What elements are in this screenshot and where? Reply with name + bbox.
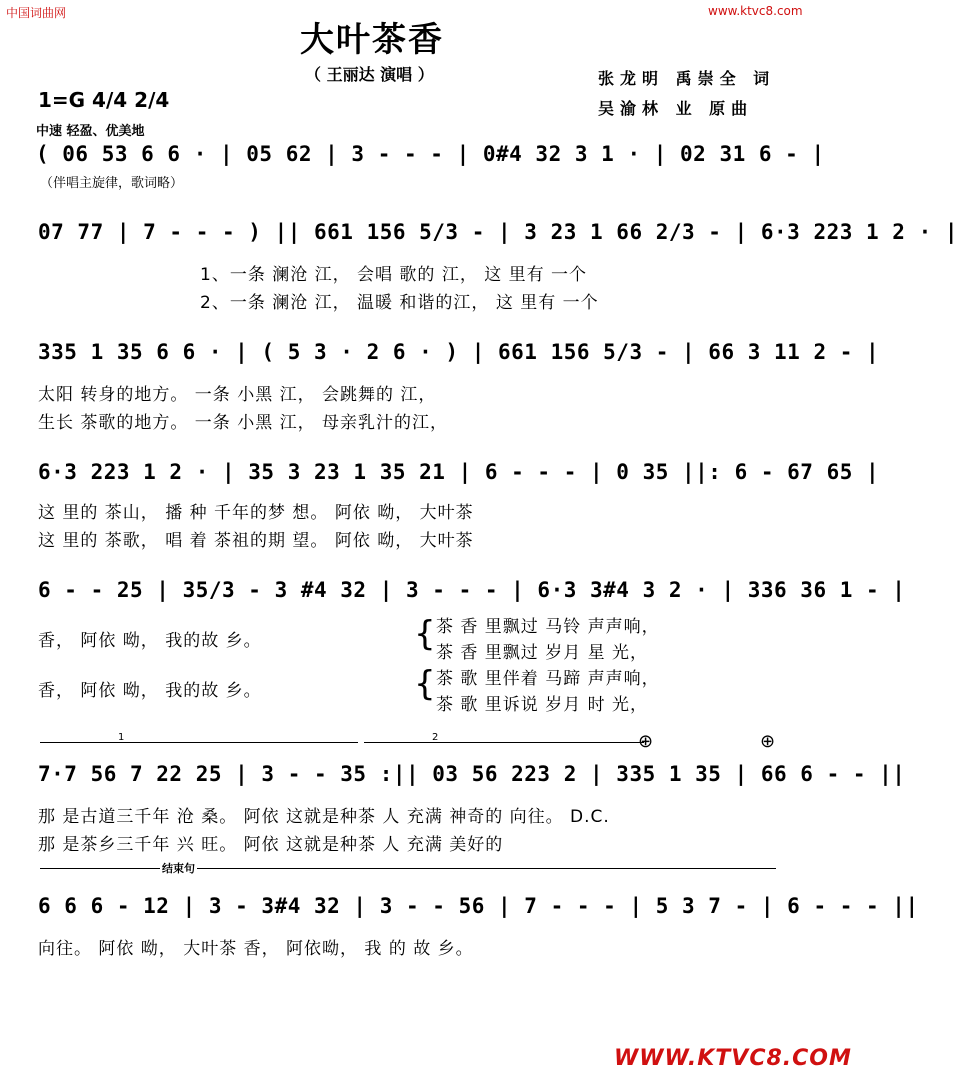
score-row-2: 07 77 | 7 - - - ) || 661 156 5/3 - | 3 23 1 66 2/3 - | 6·3 223 1 2 · | xyxy=(38,220,958,244)
singer-credit: （ 王丽达 演唱 ） xyxy=(305,65,434,84)
coda-icon: ⊕ xyxy=(638,731,654,752)
score-row-3: 335 1 35 6 6 · | ( 5 3 · 2 6 · ) | 661 156 5/3 - | 66 3 11 2 - | xyxy=(38,340,880,364)
ending-label: 结束句 xyxy=(162,862,195,875)
brace-left-1: { xyxy=(414,614,436,654)
lyric-row-4-verse-1: 这 里的 茶山， 播 种 千年的梦 想。 阿依 呦， 大叶茶 xyxy=(38,503,474,523)
lyricist-credit: 张龙明 禹崇全 词 xyxy=(598,69,776,88)
lyric-row-5-verse-2: 香， 阿依 呦， 我的故 乡。 xyxy=(38,681,262,701)
brace-lyric-4: 茶 歌 里诉说 岁月 时 光， xyxy=(436,695,649,715)
key-signature: 1=G 4/4 2/4 xyxy=(38,88,170,112)
lyric-row-2-verse-1: 1、一条 澜沧 江， 会唱 歌的 江， 这 里有 一个 xyxy=(200,265,588,285)
composer-credit: 吴渝林 业 原曲 xyxy=(598,99,754,118)
ending-bracket xyxy=(40,868,776,869)
volta-2-label: 2 xyxy=(432,732,439,743)
score-row-1: ( 06 53 6 6 · | 05 62 | 3 - - - | 0#4 32 3 1 · | 02 31 6 - | xyxy=(36,142,825,166)
brace-left-2: { xyxy=(414,664,436,704)
score-row-7: 6 6 6 - 12 | 3 - 3#4 32 | 3 - - 56 | 7 - - - | 5 3 7 - | 6 - - - || xyxy=(38,894,919,918)
score-row-4: 6·3 223 1 2 · | 35 3 23 1 35 21 | 6 - - - | 0 35 ||: 6 - 67 65 | xyxy=(38,460,880,484)
brace-lyric-3: 茶 歌 里伴着 马蹄 声声响， xyxy=(436,669,660,689)
site-watermark-right: www.ktvc8.com xyxy=(708,4,803,18)
lyric-row-6-verse-2: 那 是茶乡三千年 兴 旺。 阿依 这就是种茶 人 充满 美好的 xyxy=(38,835,504,855)
lyric-row-3-verse-2: 生长 茶歌的地方。 一条 小黑 江， 母亲乳汁的江， xyxy=(38,413,449,433)
score-row-6: 7·7 56 7 22 25 | 3 - - 35 :|| 03 56 223 2 | 335 1 35 | 66 6 - - || xyxy=(38,762,906,786)
brace-lyric-2: 茶 香 里飘过 岁月 星 光， xyxy=(436,643,649,663)
volta-1-bracket xyxy=(40,742,358,743)
lyric-row-3-verse-1: 太阳 转身的地方。 一条 小黑 江， 会跳舞的 江， xyxy=(38,385,437,405)
song-title: 大叶茶香 xyxy=(300,20,444,60)
intro-note: （伴唱主旋律，歌词略） xyxy=(40,176,184,191)
lyric-row-2-verse-2: 2、一条 澜沧 江， 温暖 和谐的江， 这 里有 一个 xyxy=(200,293,599,313)
volta-1-label: 1 xyxy=(118,732,125,743)
site-logo-bottom: WWW.KTVC8.COM xyxy=(614,1046,852,1071)
lyric-row-5-verse-1: 香， 阿依 呦， 我的故 乡。 xyxy=(38,631,262,651)
volta-2-bracket xyxy=(364,742,644,743)
site-watermark-left: 中国词曲网 xyxy=(6,6,67,20)
tempo-marking: 中速 轻盈、优美地 xyxy=(36,124,145,139)
lyric-row-4-verse-2: 这 里的 茶歌， 唱 着 茶祖的期 望。 阿依 呦， 大叶茶 xyxy=(38,531,474,551)
brace-lyric-1: 茶 香 里飘过 马铃 声声响， xyxy=(436,617,660,637)
lyric-row-6-verse-1: 那 是古道三千年 沧 桑。 阿依 这就是种茶 人 充满 神奇的 向往。 D.C. xyxy=(38,807,610,827)
score-row-5: 6 - - 25 | 35/3 - 3 #4 32 | 3 - - - | 6·3 3#4 3 2 · | 336 36 1 - | xyxy=(38,578,906,602)
lyric-row-7: 向往。 阿依 呦， 大叶茶 香， 阿依呦， 我 的 故 乡。 xyxy=(38,939,474,959)
coda-icon: ⊕ xyxy=(760,731,776,752)
